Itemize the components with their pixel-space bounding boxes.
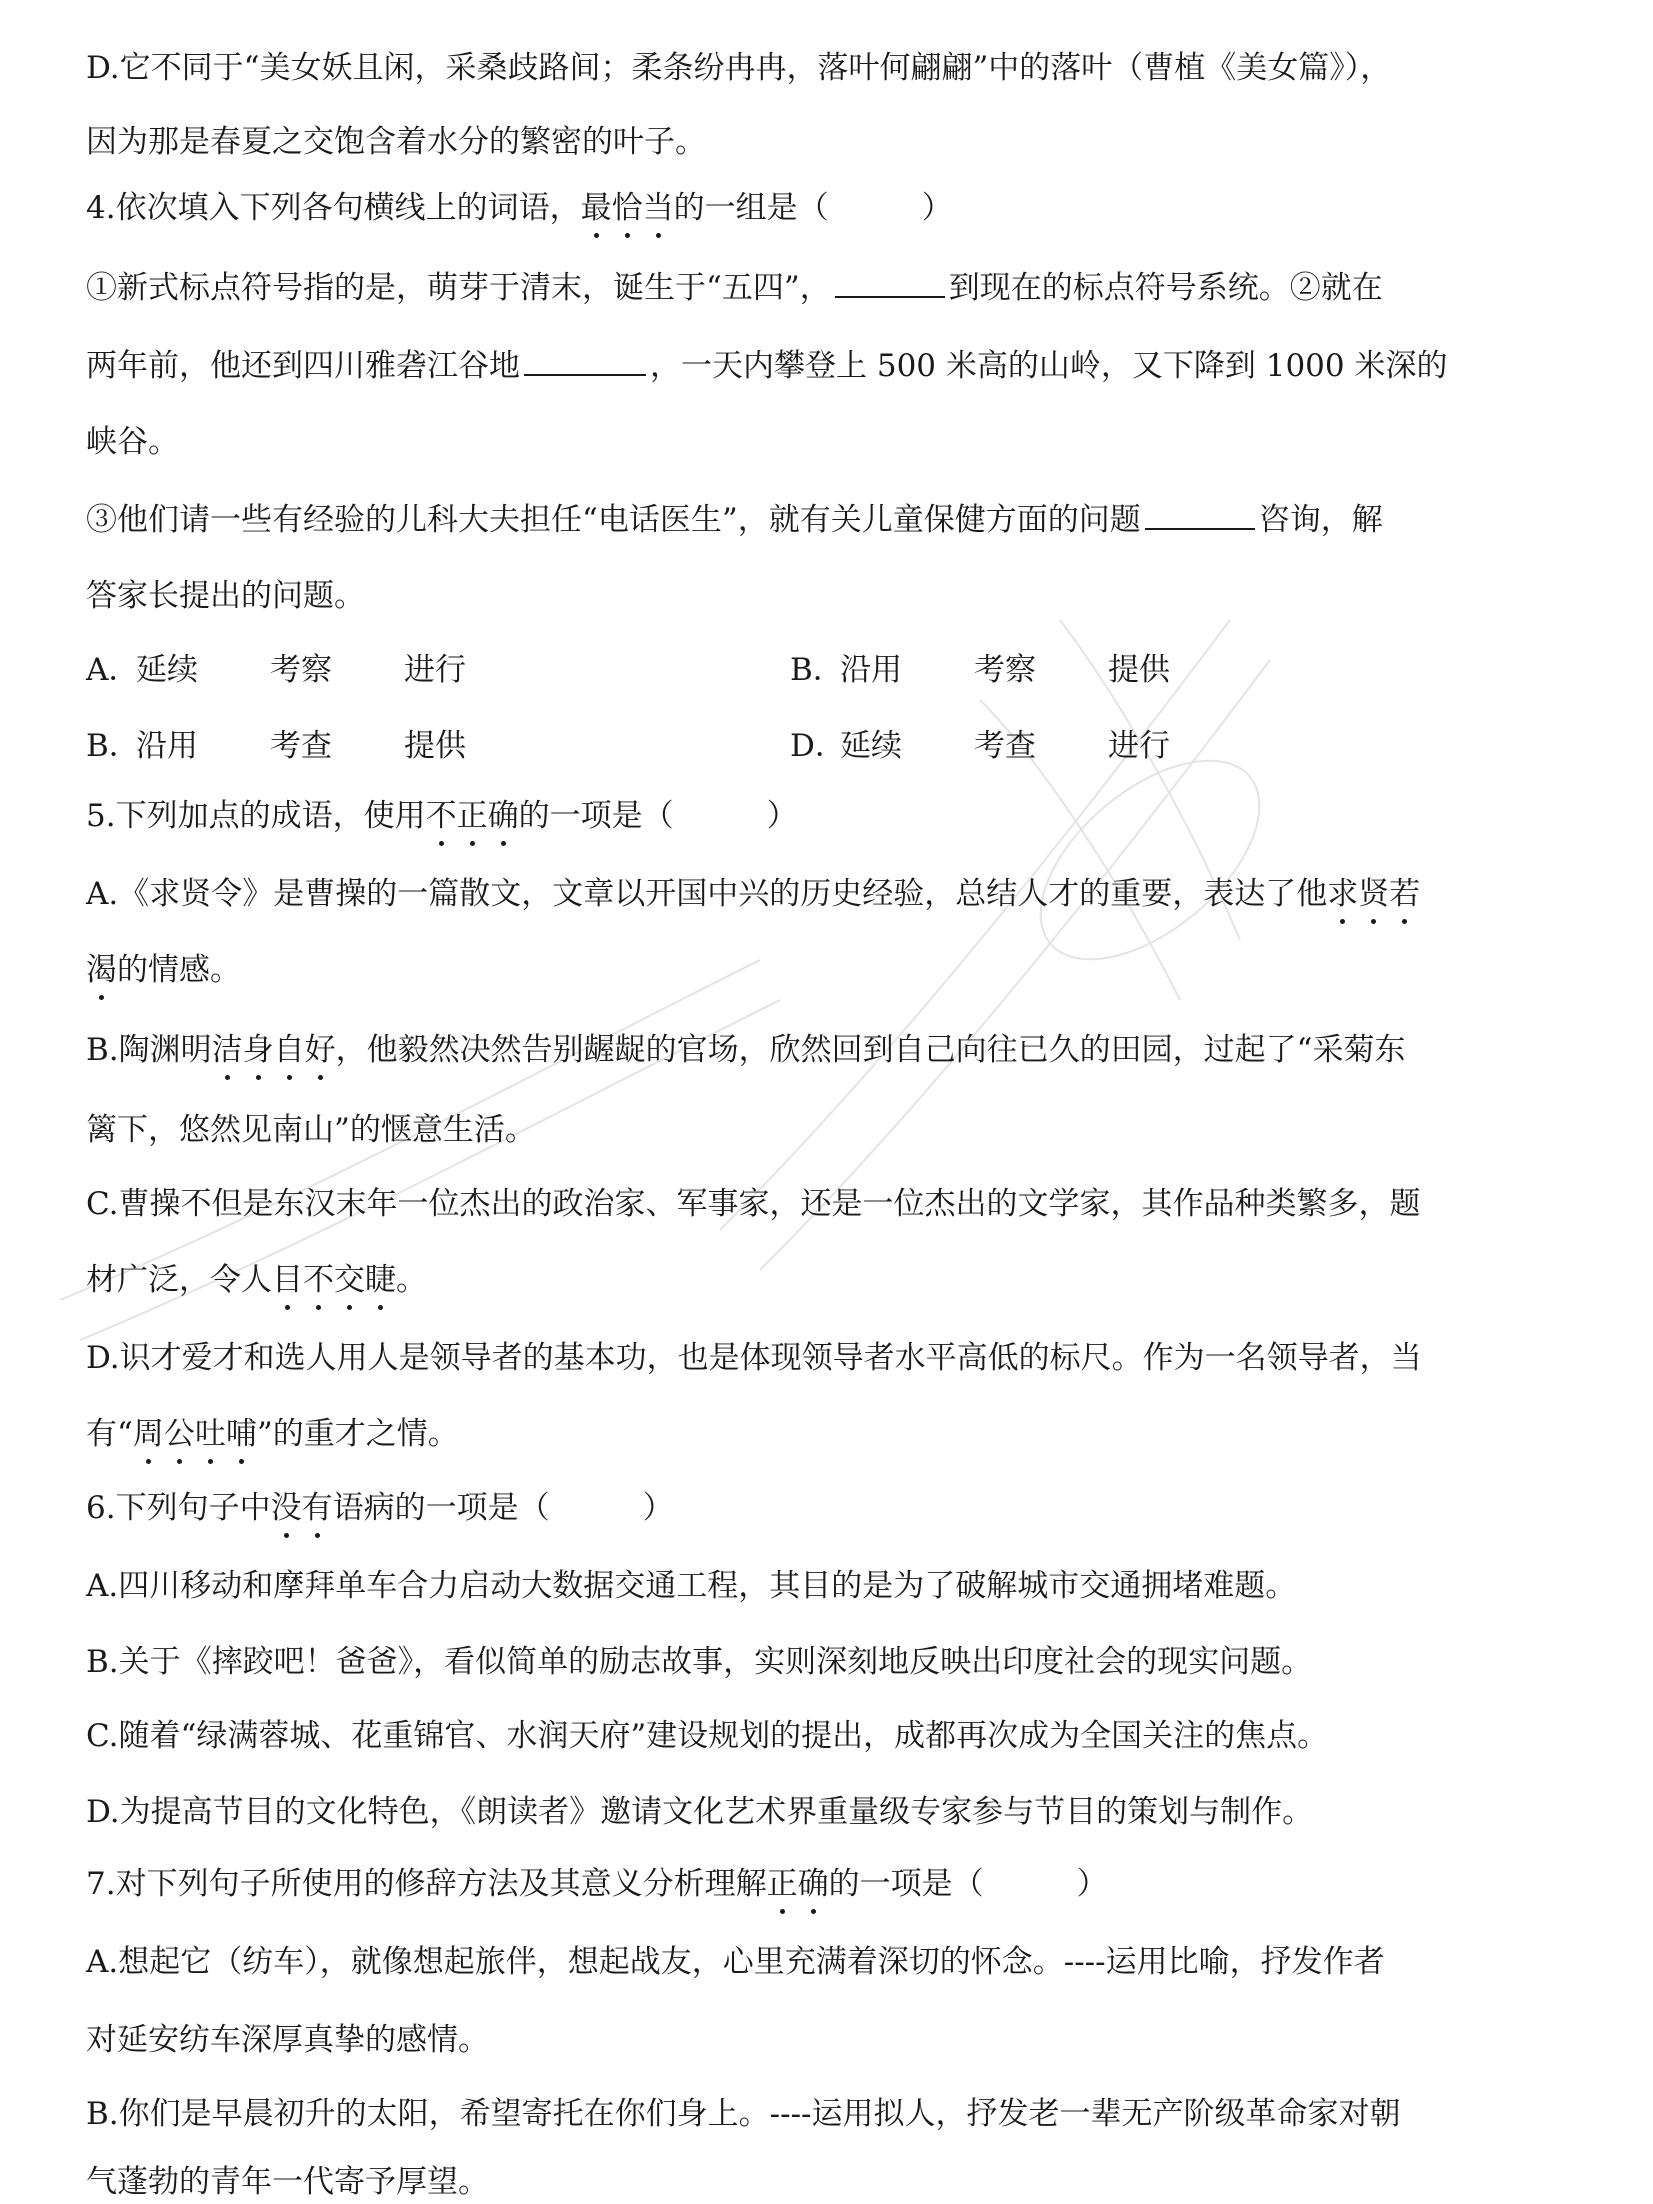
emphasis-char: 交 [334, 1262, 365, 1298]
question-4-sentence-1: ①新式标点符号指的是，萌芽于清末，诞生于“五四”， 到现在的标点符号系统。②就在 [86, 270, 1383, 306]
q5-option-d-line2: 有“周公吐哺”的重才之情。 [86, 1416, 459, 1452]
q6-option-d: D.为提高节目的文化特色，《朗读者》邀请文化艺术界重量级专家参与节目的策划与制作。 [86, 1794, 1314, 1830]
question-4-sentence-2: 两年前，他还到四川雅砻江谷地 ，一天内攀登上 500 米高的山岭，又下降到 1000 米深的 [86, 348, 1448, 384]
emphasis-char: 当 [642, 190, 674, 226]
question-5-stem: 5.下列加点的成语，使用不正确的一项是（ ） [86, 798, 798, 834]
question-6-stem: 6.下列句子中没有语病的一项是（ ） [86, 1490, 674, 1526]
question-4-sentence-2-end: 峡谷。 [86, 424, 179, 460]
emphasis-char: 睫 [365, 1262, 396, 1298]
emphasis-char: 洁 [211, 1032, 243, 1068]
q7-option-b-line1: B.你们是早晨初升的太阳，希望寄托在你们身上。----运用拟人，抒发老一辈无产阶级革命家对朝 [86, 2096, 1401, 2132]
emphasis-char: 求 [1327, 876, 1359, 912]
fill-blank [1145, 500, 1255, 530]
emphasis-char: 没 [270, 1490, 302, 1526]
q5-option-b-line2: 篱下，悠然见南山”的惬意生活。 [86, 1112, 536, 1148]
q4-option-b: B．沿用 考察 提供 [790, 652, 1170, 688]
emphasis-char: 身 [242, 1032, 274, 1068]
q5-option-b-line1: B.陶渊明洁身自好，他毅然决然告别龌龊的官场，欣然回到自己向往已久的田园，过起了“采菊东 [86, 1032, 1406, 1068]
q5-option-c-line2: 材广泛，令人目不交睫。 [86, 1262, 427, 1298]
emphasis-char: 吐 [194, 1416, 226, 1452]
q5-option-c-line1: C.曹操不但是东汉末年一位杰出的政治家、军事家，还是一位杰出的文学家，其作品种类繁多，题 [86, 1186, 1421, 1222]
fill-blank [835, 268, 945, 298]
q6-option-b: B.关于《摔跤吧！爸爸》，看似简单的励志故事，实则深刻地反映出印度社会的现实问题。 [86, 1644, 1313, 1680]
q7-option-b-line2: 气蓬勃的青年一代寄予厚望。 [86, 2164, 489, 2200]
emphasis-char: 确 [797, 1866, 829, 1902]
question-4-sentence-3: ③他们请一些有经验的儿科大夫担任“电话医生”，就有关儿童保健方面的问题 咨询，解 [86, 502, 1383, 538]
emphasis-char: 目 [272, 1262, 303, 1298]
q3-option-d-line2: 因为那是春夏之交饱含着水分的繁密的叶子。 [86, 124, 706, 160]
q5-option-a-line1: A.《求贤令》是曹操的一篇散文，文章以开国中兴的历史经验，总结人才的重要，表达了他求贤若 [86, 876, 1421, 912]
question-4-stem: 4.依次填入下列各句横线上的词语，最恰当的一组是（ ） [86, 190, 953, 226]
emphasis-char: 确 [487, 798, 519, 834]
emphasis-char: 正 [766, 1866, 798, 1902]
emphasis-char: 周 [132, 1416, 164, 1452]
q4-option-d: D．延续 考查 进行 [790, 728, 1170, 764]
emphasis-char: 公 [163, 1416, 195, 1452]
emphasis-char: 不 [425, 798, 457, 834]
q5-option-a-line2: 渴的情感。 [86, 952, 241, 988]
question-4-sentence-3-end: 答家长提出的问题。 [86, 578, 365, 614]
fill-blank [524, 346, 646, 376]
q6-option-c: C.随着“绿满蓉城、花重锦官、水润天府”建设规划的提出，成都再次成为全国关注的焦点。 [86, 1718, 1329, 1754]
emphasis-char: 若 [1389, 876, 1421, 912]
emphasis-char: 有 [301, 1490, 333, 1526]
emphasis-char: 贤 [1358, 876, 1390, 912]
q5-option-d-line1: D.识才爱才和选人用人是领导者的基本功，也是体现领导者水平高低的标尺。作为一名领导者，当 [86, 1340, 1422, 1376]
emphasis-char: 哺 [225, 1416, 257, 1452]
question-7-stem: 7.对下列句子所使用的修辞方法及其意义分析理解正确的一项是（ ） [86, 1866, 1108, 1902]
emphasis-char: 渴 [86, 952, 117, 988]
emphasis-char: 恰 [611, 190, 643, 226]
q7-option-a-line2: 对延安纺车深厚真挚的感情。 [86, 2022, 489, 2058]
q7-option-a-line1: A.想起它（纺车），就像想起旅伴，想起战友，心里充满着深切的怀念。----运用比喻，抒发作者 [86, 1944, 1385, 1980]
q6-option-a: A.四川移动和摩拜单车合力启动大数据交通工程，其目的是为了破解城市交通拥堵难题。 [86, 1568, 1297, 1604]
q4-option-c: B．沿用 考查 提供 [86, 728, 466, 764]
q4-option-a: A．延续 考察 进行 [86, 652, 466, 688]
emphasis-char: 好 [304, 1032, 336, 1068]
emphasis-char: 自 [273, 1032, 305, 1068]
q3-option-d-line1: D.它不同于“美女妖且闲，采桑歧路间；柔条纷冉冉，落叶何翩翩”中的落叶（曹植《美女篇》）， [86, 50, 1392, 86]
emphasis-char: 不 [303, 1262, 334, 1298]
emphasis-char: 最 [580, 190, 612, 226]
emphasis-char: 正 [456, 798, 488, 834]
